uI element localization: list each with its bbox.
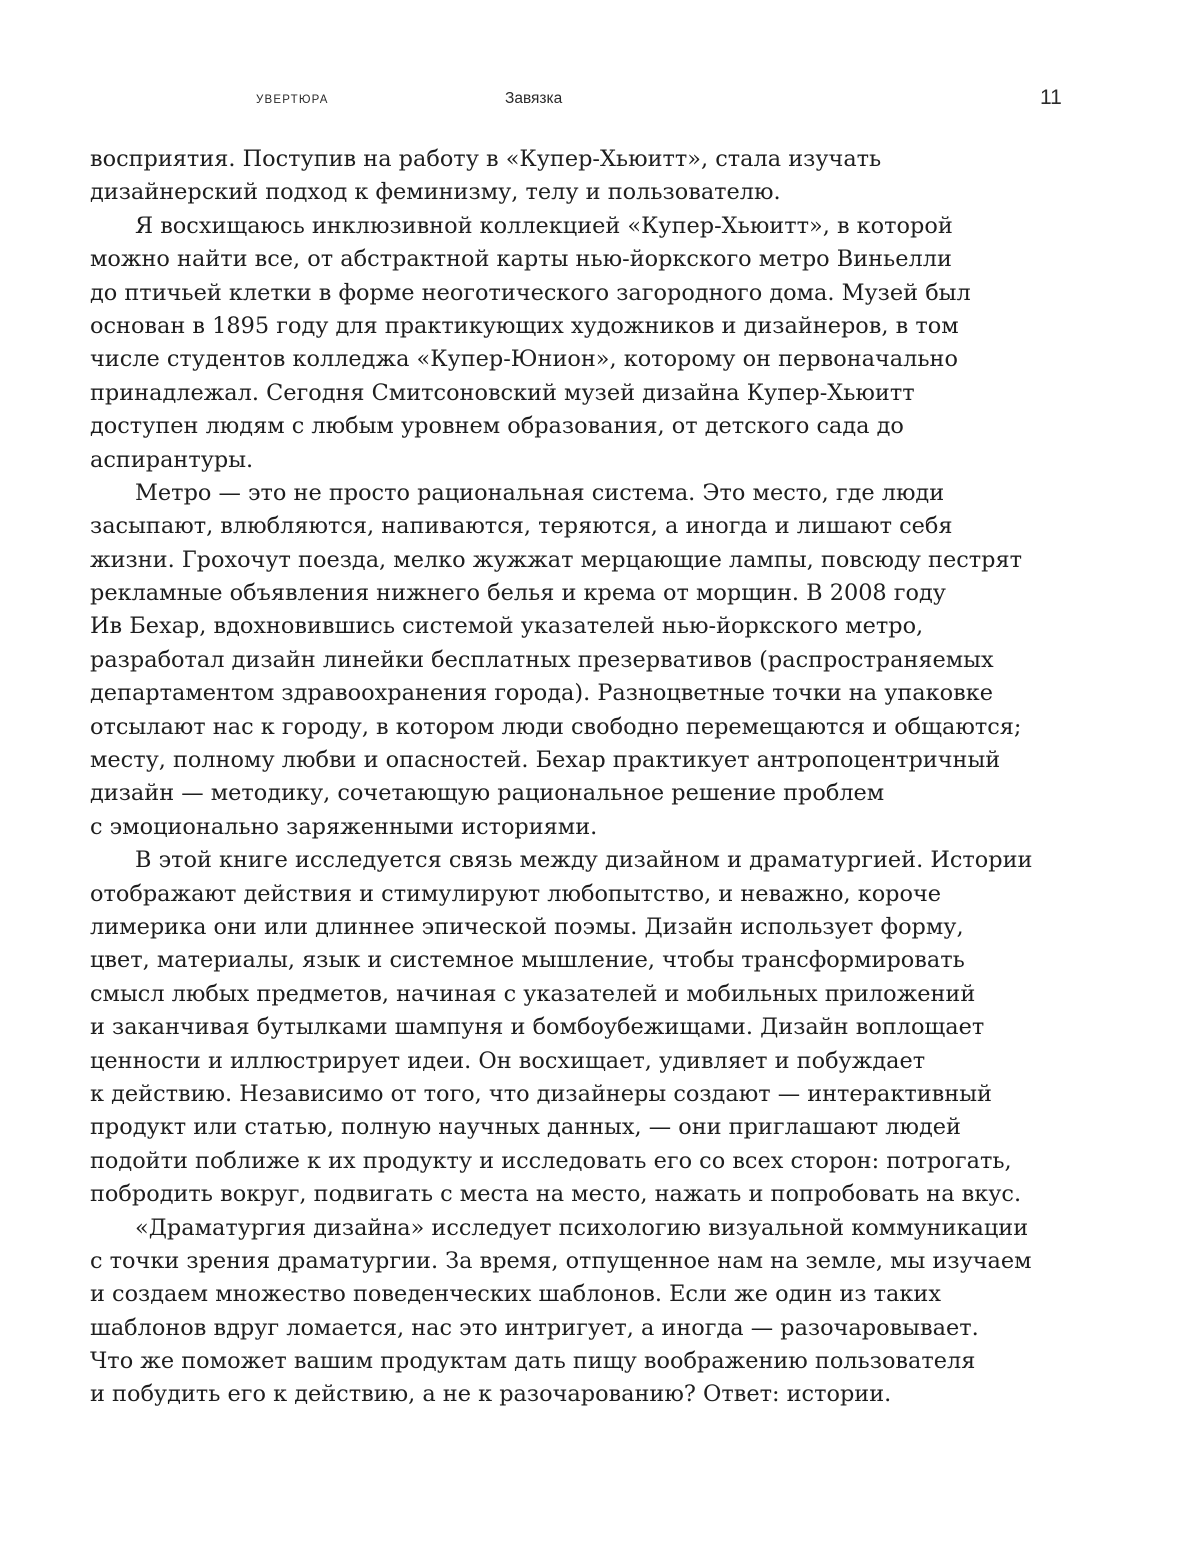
text-line: месту, полному любви и опасностей. Бехар практикует антропоцентричный: [90, 747, 1001, 774]
page-number: 11: [1040, 86, 1062, 109]
text-line: Что же поможет вашим продуктам дать пищу воображению пользователя: [90, 1348, 976, 1375]
text-line: отображают действия и стимулируют любопытство, и неважно, короче: [90, 880, 942, 907]
text-line: и заканчивая бутылками шампуня и бомбоубежищами. Дизайн воплощает: [90, 1014, 985, 1041]
text-line: дизайнерский подход к феминизму, телу и пользователю.: [90, 179, 781, 206]
text-line: смысл любых предметов, начиная с указателей и мобильных приложений: [90, 980, 976, 1007]
text-line: ценности и иллюстрирует идеи. Он восхищает, удивляет и побуждает: [90, 1047, 926, 1074]
text-line: Я восхищаюсь инклюзивной коллекцией «Купер-Хьюитт», в которой: [135, 212, 953, 239]
paragraph-2: [90, 210, 1070, 477]
chapter-title: Завязка: [505, 90, 563, 107]
text-line: можно найти все, от абстрактной карты нью-йоркского метро Виньелли: [90, 246, 952, 273]
text-line: восприятия. Поступив на работу в «Купер-Хьюитт», стала изучать: [90, 146, 882, 172]
text-line: отсылают нас к городу, в котором люди свободно перемещаются и общаются;: [90, 713, 1022, 740]
text-line: Ив Бехар, вдохновившись системой указателей нью-йоркского метро,: [90, 613, 924, 640]
paragraph-5: [90, 1212, 1070, 1412]
text-line: «Драматургия дизайна» исследует психологию визуальной коммуникации: [135, 1214, 1029, 1241]
text-line: департаментом здравоохранения города). Разноцветные точки на упаковке: [90, 680, 993, 707]
text-line: доступен людям с любым уровнем образования, от детского сада до: [90, 413, 904, 440]
text-line: и создаем множество поведенческих шаблонов. Если же один из таких: [90, 1281, 941, 1308]
text-line: аспирантуры.: [90, 446, 254, 473]
text-line: дизайн — методику, сочетающую рациональное решение проблем: [90, 780, 885, 807]
text-line: до птичьей клетки в форме неоготического загородного дома. Музей был: [90, 279, 971, 306]
paragraph-1: [90, 143, 1070, 210]
text-line: подойти поближе к их продукту и исследовать его со всех сторон: потрогать,: [90, 1147, 1012, 1174]
text-line: лимерика они или длиннее эпической поэмы. Дизайн использует форму,: [90, 913, 964, 940]
text-line: В этой книге исследуется связь между дизайном и драматургией. Истории: [135, 847, 1033, 874]
text-line: с точки зрения драматургии. За время, отпущенное нам на земле, мы изучаем: [90, 1247, 1032, 1274]
text-line: разработал дизайн линейки бесплатных презервативов (распространяемых: [90, 646, 994, 673]
text-line: и побудить его к действию, а не к разочарованию? Ответ: истории.: [90, 1381, 892, 1408]
body-text: [90, 143, 1070, 1412]
paragraph-3: [90, 477, 1070, 844]
text-line: числе студентов колледжа «Купер-Юнион», которому он первоначально: [90, 346, 958, 373]
text-line: побродить вокруг, подвигать с места на место, нажать и попробовать на вкус.: [90, 1181, 1022, 1208]
text-line: Метро — это не просто рациональная система. Это место, где люди: [135, 479, 945, 506]
text-line: жизни. Грохочут поезда, мелко жужжат мерцающие лампы, повсюду пестрят: [90, 546, 1022, 573]
text-line: принадлежал. Сегодня Смитсоновский музей дизайна Купер-Хьюитт: [90, 379, 915, 406]
text-line: засыпают, влюбляются, напиваются, теряются, а иногда и лишают себя: [90, 513, 953, 540]
text-line: рекламные объявления нижнего белья и крема от морщин. В 2008 году: [90, 580, 946, 607]
text-line: шаблонов вдруг ломается, нас это интригует, а иногда — разочаровывает.: [90, 1314, 979, 1341]
paragraph-4: [90, 844, 1070, 1211]
text-line: цвет, материалы, язык и системное мышление, чтобы трансформировать: [90, 947, 965, 974]
running-header: [0, 88, 1193, 116]
text-line: продукт или статью, полную научных данных, — они приглашают людей: [90, 1114, 961, 1141]
text-line: основан в 1895 году для практикующих художников и дизайнеров, в том: [90, 312, 959, 339]
text-line: с эмоционально заряженными историями.: [90, 813, 598, 840]
section-label: УВЕРТЮРА: [256, 94, 329, 106]
text-line: к действию. Независимо от того, что дизайнеры создают — интерактивный: [90, 1080, 992, 1107]
